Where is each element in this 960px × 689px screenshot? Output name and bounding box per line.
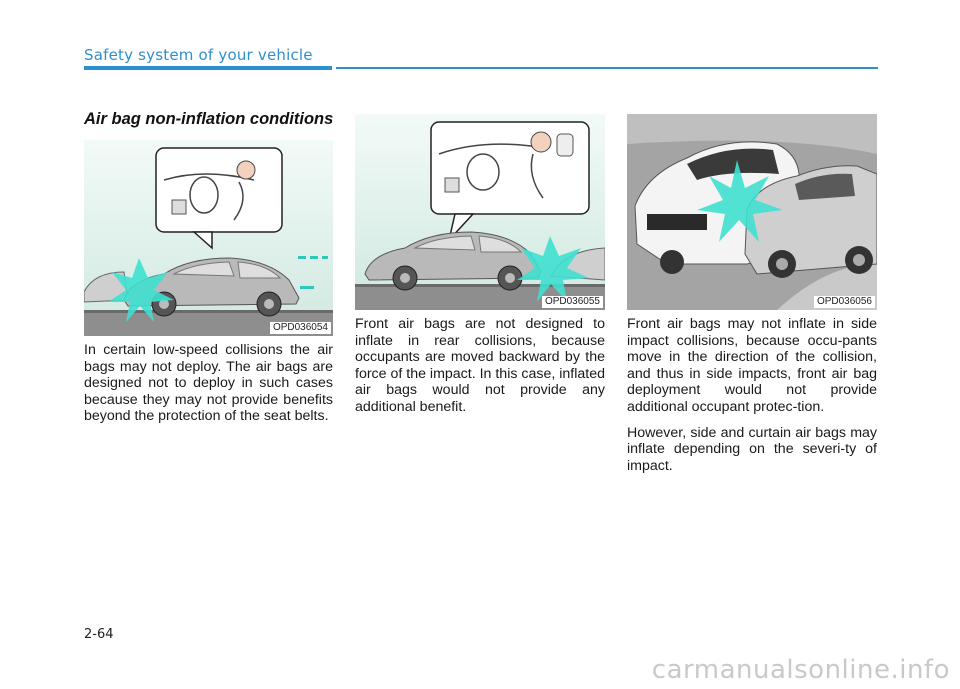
figure-code: OPD036055 [542,296,603,308]
watermark: carmanualsonline.info [651,655,950,685]
header-rule-thin [336,67,878,69]
figure-side-impact [627,114,877,310]
figure-rear-collision [355,114,605,310]
paragraph: However, side and curtain air bags may inflate depending on the severi-ty of impact. [627,424,877,474]
section-title: Air bag non-inflation conditions [84,110,334,128]
figure-code: OPD036054 [270,322,331,334]
header-title: Safety system of your vehicle [84,46,313,64]
column-1-text [84,342,333,434]
column-3-text [627,316,877,483]
low-speed-collision-illustration [84,140,333,336]
header-rule-thick [84,66,332,70]
figure-code: OPD036056 [814,296,875,308]
figure-low-speed-collision [84,140,333,336]
column-2-text [355,316,605,425]
rear-collision-illustration [355,114,605,310]
paragraph: Front air bags may not inflate in side impact collisions, because occu-pants move in the direction of the collision, and thus in side impacts, front air bag deployment would not provide additional occupant protec-tion. [627,316,877,415]
paragraph: In certain low-speed collisions the air bags may not deploy. The air bags are designed not to deploy in such cases because they may not provide benefits beyond the protection of the seat belts. [84,342,333,425]
running-header [84,46,313,65]
side-impact-illustration [627,114,877,310]
paragraph: Front air bags are not designed to inflate in rear collisions, because occupants are moved backward by the force of the impact. In this case, inflated air bags would not provide any additional benefit. [355,316,605,415]
page-number: 2-64 [84,627,114,642]
